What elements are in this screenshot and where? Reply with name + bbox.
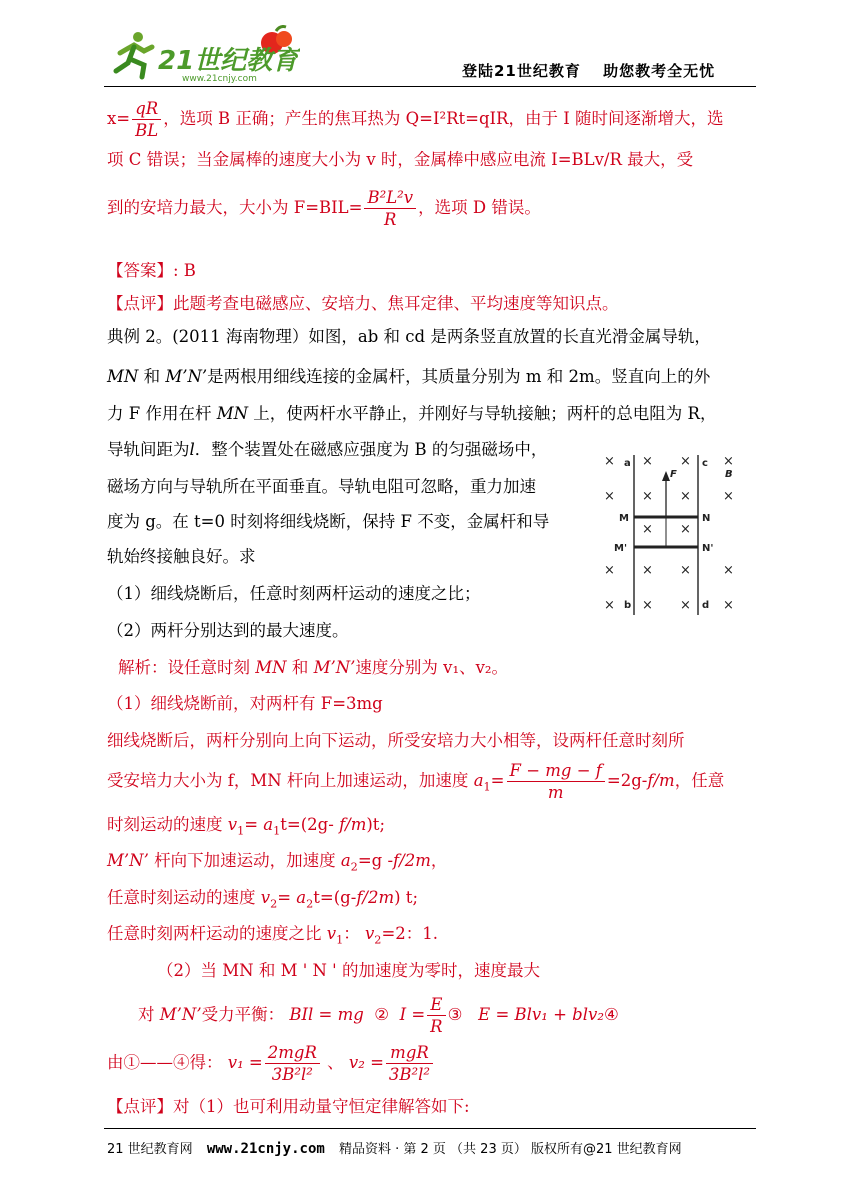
label-Mprime: M' bbox=[614, 543, 628, 554]
force-arrow-head bbox=[662, 471, 670, 481]
cross: × bbox=[604, 598, 615, 613]
solution-line-10: 对 M’N’受力平衡： BIl = mg ② I = $\frac{E}{R}$ ③ E = Blv₁ + blv₂④ bbox=[138, 995, 619, 1036]
cross: × bbox=[642, 454, 653, 469]
cross: × bbox=[604, 454, 615, 469]
cross: × bbox=[723, 598, 734, 613]
example-line-4: 导轨间距为l．整个装置处在磁感应强度为 B 的匀强磁场中， bbox=[107, 440, 548, 459]
cross: × bbox=[642, 598, 653, 613]
footer-site: 21 世纪教育网 bbox=[107, 1142, 193, 1157]
example-line-6: 度为 g。在 t=0 时刻将细线烧断，保持 F 不变，金属杆和导 bbox=[107, 512, 550, 531]
solution-line-4: 受安培力大小为 f，MN 杆向上加速运动，加速度 $a_1=$ $\frac{F - mg - f}{m}$ =2g-f/m，任意 bbox=[107, 761, 725, 802]
fraction-acceleration: $\frac{F - mg - f}{m}$ bbox=[507, 761, 605, 802]
text-line-3: 到的安培力最大，大小为 F=BIL= $\frac{\text{B²L²v}}{R}$ ，选项 D 错误。 bbox=[107, 188, 541, 229]
label-M: M bbox=[619, 513, 629, 524]
cross: × bbox=[723, 563, 734, 578]
solution-line-3: 细线烧断后，两杆分别向上向下运动，所受安培力大小相等，设两杆任意时刻所 bbox=[107, 731, 685, 750]
fraction-ampere-force: $\frac{\text{B²L²v}}{R}$ bbox=[364, 188, 416, 229]
cross: × bbox=[680, 598, 691, 613]
cross: × bbox=[680, 522, 691, 537]
label-c: c bbox=[702, 458, 708, 469]
text-line-1: x= $\frac{qR}{BL}$ ，选项 B 正确；产生的焦耳热为 Q=I²Rt=qIR，由于 I 随时间逐渐增大，选 bbox=[107, 99, 724, 140]
label-b: b bbox=[624, 600, 632, 611]
solution-line-9: （2）当 MN 和 M ' N ' 的加速度为零时，速度最大 bbox=[157, 961, 540, 980]
cross-marks bbox=[604, 454, 734, 613]
solution-line-5: 时刻运动的速度 $v_1= a_1t=(2g-$ f/m)t; bbox=[107, 815, 386, 838]
cross: × bbox=[642, 489, 653, 504]
rails-figure bbox=[600, 453, 745, 616]
answer-line: 【答案】: B bbox=[107, 261, 196, 280]
solution-line-2: （1）细线烧断前，对两杆有 F=3mg bbox=[107, 694, 383, 713]
cross: × bbox=[723, 454, 734, 469]
cross: × bbox=[680, 489, 691, 504]
text-line-2: 项 C 错误；当金属棒的速度大小为 v 时，金属棒中感应电流 I=BLv/R 最大，受 bbox=[107, 150, 694, 169]
cross: × bbox=[604, 489, 615, 504]
cross: × bbox=[604, 563, 615, 578]
solution-line-8: 任意时刻两杆运动的速度之比 $v_1$： $v_2=2$：1. bbox=[107, 924, 439, 947]
label-F: F bbox=[670, 469, 677, 480]
fraction-E-R: $\frac{E}{R}$ bbox=[427, 995, 445, 1036]
question-1: （1）细线烧断后，任意时刻两杆运动的速度之比； bbox=[107, 584, 481, 603]
logo-text: 21世纪教育 bbox=[158, 46, 299, 76]
label-Nprime: N' bbox=[702, 543, 714, 554]
label-d: d bbox=[702, 600, 710, 611]
solution-line-6: M’N’ 杆向下加速运动，加速度 $a_2=g$ -f/2m， bbox=[107, 851, 448, 874]
label-B: B bbox=[725, 469, 733, 480]
site-logo bbox=[100, 25, 300, 85]
cross: × bbox=[680, 454, 691, 469]
footer-divider bbox=[104, 1128, 756, 1129]
label-N: N bbox=[702, 513, 711, 524]
comment-line-1: 【点评】此题考查电磁感应、安培力、焦耳定律、平均速度等知识点。 bbox=[107, 294, 619, 313]
example-line-1: 典例 2。(2011 海南物理）如图，ab 和 cd 是两条竖直放置的长直光滑金属导轨， bbox=[107, 327, 711, 346]
fraction-v2: $\frac{\text{mgR}}{\text{3B²l²}}$ bbox=[386, 1043, 433, 1084]
cross: × bbox=[642, 522, 653, 537]
example-line-2: MN 和 M’N’是两根用细线连接的金属杆，其质量分别为 m 和 2m。竖直向上的外 bbox=[107, 367, 711, 386]
label-a: a bbox=[624, 458, 631, 469]
solution-line-11: 由①——④得： v₁ = $\frac{\text{2mgR}}{\text{3B²l²}}$ 、 v₂ = $\frac{\text{mgR}}{\text{3B²l²}}$ bbox=[107, 1043, 435, 1084]
example-line-5: 磁场方向与导轨所在平面垂直。导轨电阻可忽略，重力加速 bbox=[107, 477, 536, 496]
cross: × bbox=[680, 563, 691, 578]
logo-url: www.21cnjy.com bbox=[182, 74, 257, 84]
example-line-7: 轨始终接触良好。求 bbox=[107, 547, 256, 566]
solution-intro: 解析：设任意时刻 MN 和 M’N’速度分别为 v₁、v₂。 bbox=[118, 658, 509, 677]
footer-url[interactable]: www.21cnjy.com bbox=[206, 1141, 325, 1157]
comment-line-2: 【点评】对（1）也可利用动量守恒定律解答如下: bbox=[107, 1097, 470, 1116]
page-footer bbox=[107, 1138, 682, 1157]
example-line-3: 力 F 作用在杆 MN 上，使两杆水平静止，并刚好与导轨接触；两杆的总电阻为 R， bbox=[107, 404, 717, 423]
footer-info: 精品资料 · 第 2 页 （共 23 页） 版权所有@21 世纪教育网 bbox=[338, 1142, 682, 1157]
solution-line-7: 任意时刻运动的速度 $v_2= a_2t=(g-f/2m)$ t; bbox=[107, 888, 418, 911]
fraction-qR-BL: $\frac{qR}{BL}$ bbox=[132, 99, 161, 140]
header-divider bbox=[104, 86, 756, 87]
page-header bbox=[0, 0, 860, 90]
header-slogan: 登陆21世纪教育 助您教考全无忧 bbox=[462, 62, 716, 80]
question-2: （2）两杆分别达到的最大速度。 bbox=[107, 621, 349, 640]
cross: × bbox=[723, 489, 734, 504]
fraction-v1: $\frac{\text{2mgR}}{\text{3B²l²}}$ bbox=[265, 1043, 320, 1084]
cross: × bbox=[642, 563, 653, 578]
